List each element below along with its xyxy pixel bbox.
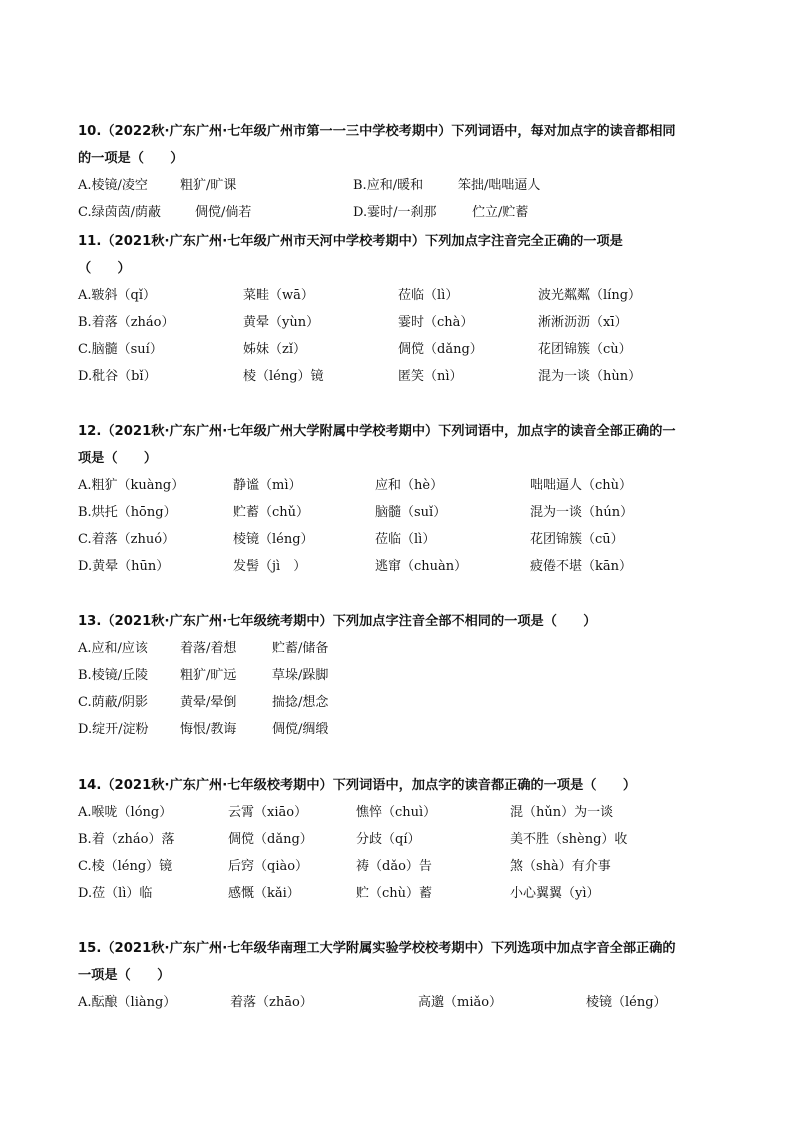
option-item: 喉咙（lóng） — [91, 805, 173, 820]
option-item: 粗犷/旷课 — [180, 178, 237, 193]
question-13 — [78, 608, 724, 743]
option-item: 倜傥/绸缎 — [272, 722, 329, 737]
option-item: 脑髓（suí） — [91, 342, 163, 357]
option-label: D. — [353, 205, 368, 220]
option-item: 应和（hè） — [375, 478, 444, 493]
option-item: 疲倦不堪（kān） — [530, 559, 633, 574]
option-label: A. — [78, 478, 92, 493]
option-item: 煞（shà）有介事 — [510, 859, 611, 874]
option-item: 绽开/淀粉 — [92, 722, 149, 737]
option-item: 分歧（qí） — [356, 832, 421, 847]
question-stem-line: 12.（2021秋·广东广州·七年级广州大学附属中学校考期中）下列词语中，加点字的读音全部正确的一 — [78, 424, 676, 439]
option-item: 粗犷（kuàng） — [91, 478, 185, 493]
option-item: 黄晕（hūn） — [92, 559, 170, 574]
option-item: 草垛/跺脚 — [272, 668, 329, 683]
option-row-d — [78, 363, 724, 390]
option-row-a — [78, 635, 724, 662]
option-item: 着落/着想 — [180, 641, 237, 656]
question-stem-line: 一项是（ ） — [78, 968, 171, 983]
option-item: 花团锦簇（cū） — [530, 532, 624, 547]
option-row-c — [78, 336, 724, 363]
option-item: 美不胜（shèng）收 — [510, 832, 628, 847]
option-item: 应和/应该 — [91, 641, 148, 656]
option-row-b — [78, 499, 724, 526]
option-label: A. — [78, 178, 92, 193]
question-14 — [78, 772, 724, 907]
question-stem-line: 11.（2021秋·广东广州·七年级广州市天河中学校考期中）下列加点字注音完全正确的一项是 — [78, 234, 623, 249]
option-label: B. — [78, 315, 92, 330]
option-item: 黄晕/晕倒 — [180, 695, 237, 710]
option-item: 应和/暖和 — [366, 178, 424, 193]
option-item: 莅（lì）临 — [92, 886, 153, 901]
option-item: 粗犷/旷远 — [180, 668, 237, 683]
option-item: 高邈（miǎo） — [418, 995, 503, 1010]
option-item: 混（hǔn）为一谈 — [510, 805, 614, 820]
option-label: D. — [78, 886, 93, 901]
option-item: 贮蓄（chǔ） — [233, 505, 310, 520]
option-label: A. — [78, 288, 92, 303]
option-row-b — [78, 309, 724, 336]
question-stem-line: 15.（2021秋·广东广州·七年级华南理工大学附属实验学校校考期中）下列选项中加点字音全部正确的 — [78, 941, 676, 956]
option-label: A. — [78, 995, 92, 1010]
option-label: C. — [78, 532, 92, 547]
option-item: 匿笑（nì） — [398, 369, 463, 384]
option-row-c — [78, 199, 724, 226]
option-item: 烘托（hōng） — [91, 505, 177, 520]
option-row-d — [78, 716, 724, 743]
option-label: C. — [78, 205, 92, 220]
option-item: 祷（dǎo）告 — [356, 859, 432, 874]
question-11 — [78, 228, 724, 390]
option-item: 倜傥（dǎng） — [228, 832, 313, 847]
option-row-c — [78, 526, 724, 553]
option-label: C. — [78, 695, 92, 710]
option-row-c — [78, 689, 724, 716]
option-item: 皲斜（qǐ） — [91, 288, 157, 303]
option-item: 莅临（lì） — [398, 288, 459, 303]
option-item: 发髻（jì ） — [233, 559, 307, 574]
option-row-b — [78, 826, 724, 853]
option-row-a — [78, 472, 724, 499]
option-item: 混为一谈（hùn） — [538, 369, 642, 384]
option-item: 波光粼粼（líng） — [538, 288, 642, 303]
option-row-b — [78, 662, 724, 689]
option-item: 棱镜/凌空 — [91, 178, 148, 193]
option-label: A. — [78, 641, 92, 656]
option-label: D. — [78, 722, 93, 737]
option-item: 荫蔽/阴影 — [91, 695, 149, 710]
question-stem-line: 的一项是（ ） — [78, 151, 184, 166]
option-item: 霎时（chà） — [398, 315, 474, 330]
option-row-a — [78, 282, 724, 309]
option-item: 黄晕（yùn） — [243, 315, 320, 330]
option-label: D. — [78, 369, 93, 384]
option-item: 咄咄逼人（chù） — [530, 478, 633, 493]
option-item: 花团锦簇（cù） — [538, 342, 632, 357]
option-row-a — [78, 989, 724, 1016]
option-item: 秕谷（bǐ） — [92, 369, 157, 384]
option-label: C. — [78, 859, 92, 874]
option-label: B. — [78, 505, 92, 520]
option-item: 憔悴（chuì） — [356, 805, 437, 820]
option-item: 棱（léng）镜 — [91, 859, 173, 874]
option-item: 酝酿（liàng） — [91, 995, 177, 1010]
option-item: 脑髓（suǐ） — [375, 505, 447, 520]
question-15 — [78, 935, 724, 1016]
option-item: 贮（chù）蓄 — [356, 886, 433, 901]
option-label: A. — [78, 805, 92, 820]
option-item: 着落（zháo） — [91, 315, 175, 330]
option-label: B. — [78, 668, 92, 683]
question-12 — [78, 418, 724, 580]
option-item: 伫立/贮蓄 — [472, 205, 529, 220]
option-item: 绿茵茵/荫蔽 — [91, 205, 162, 220]
option-row-a — [78, 799, 724, 826]
option-item: 倜傥（dǎng） — [398, 342, 483, 357]
option-row-c — [78, 853, 724, 880]
option-item: 淅淅沥沥（xī） — [538, 315, 628, 330]
option-item: 棱镜（léng） — [586, 995, 667, 1010]
option-item: 着（zháo）落 — [91, 832, 175, 847]
option-item: 云霄（xiāo） — [228, 805, 308, 820]
option-item: 静谧（mì） — [233, 478, 302, 493]
question-10 — [78, 118, 724, 226]
option-item: 棱镜（léng） — [233, 532, 314, 547]
option-row-a — [78, 172, 724, 199]
option-row-d — [78, 553, 724, 580]
option-item: 悔恨/教诲 — [180, 722, 237, 737]
option-item: 感慨（kǎi） — [228, 886, 300, 901]
question-stem-line: 14.（2021秋·广东广州·七年级校考期中）下列词语中，加点字的读音都正确的一项是（ ） — [78, 778, 637, 793]
option-label: D. — [78, 559, 93, 574]
option-item: 揣捻/想念 — [272, 695, 329, 710]
option-item: 逃窜（chuàn） — [375, 559, 468, 574]
option-item: 倜傥/倘若 — [195, 205, 252, 220]
option-item: 棱镜/丘陵 — [91, 668, 149, 683]
option-item: 姊妹（zǐ） — [243, 342, 307, 357]
option-label: B. — [353, 178, 367, 193]
question-stem-line: 项是（ ） — [78, 451, 158, 466]
option-item: 贮蓄/储备 — [272, 641, 329, 656]
option-item: 混为一谈（hún） — [530, 505, 634, 520]
option-row-d — [78, 880, 724, 907]
option-label: C. — [78, 342, 92, 357]
option-label: B. — [78, 832, 92, 847]
option-item: 小心翼翼（yì） — [510, 886, 600, 901]
option-item: 棱（léng）镜 — [243, 369, 324, 384]
option-item: 霎时/一刹那 — [367, 205, 437, 220]
option-item: 后窍（qiào） — [228, 859, 309, 874]
option-item: 莅临（lì） — [375, 532, 436, 547]
option-item: 着落（zhāo） — [230, 995, 313, 1010]
option-item: 着落（zhuó） — [91, 532, 176, 547]
question-stem-line: 13.（2021秋·广东广州·七年级统考期中）下列加点字注音全部不相同的一项是（ ） — [78, 614, 597, 629]
option-item: 菜畦（wā） — [243, 288, 314, 303]
question-stem-line: （ ） — [78, 261, 131, 276]
option-item: 笨拙/咄咄逼人 — [458, 178, 541, 193]
question-stem-line: 10.（2022秋·广东广州·七年级广州市第一一三中学校考期中）下列词语中，每对加点字的读音都相同 — [78, 124, 676, 139]
